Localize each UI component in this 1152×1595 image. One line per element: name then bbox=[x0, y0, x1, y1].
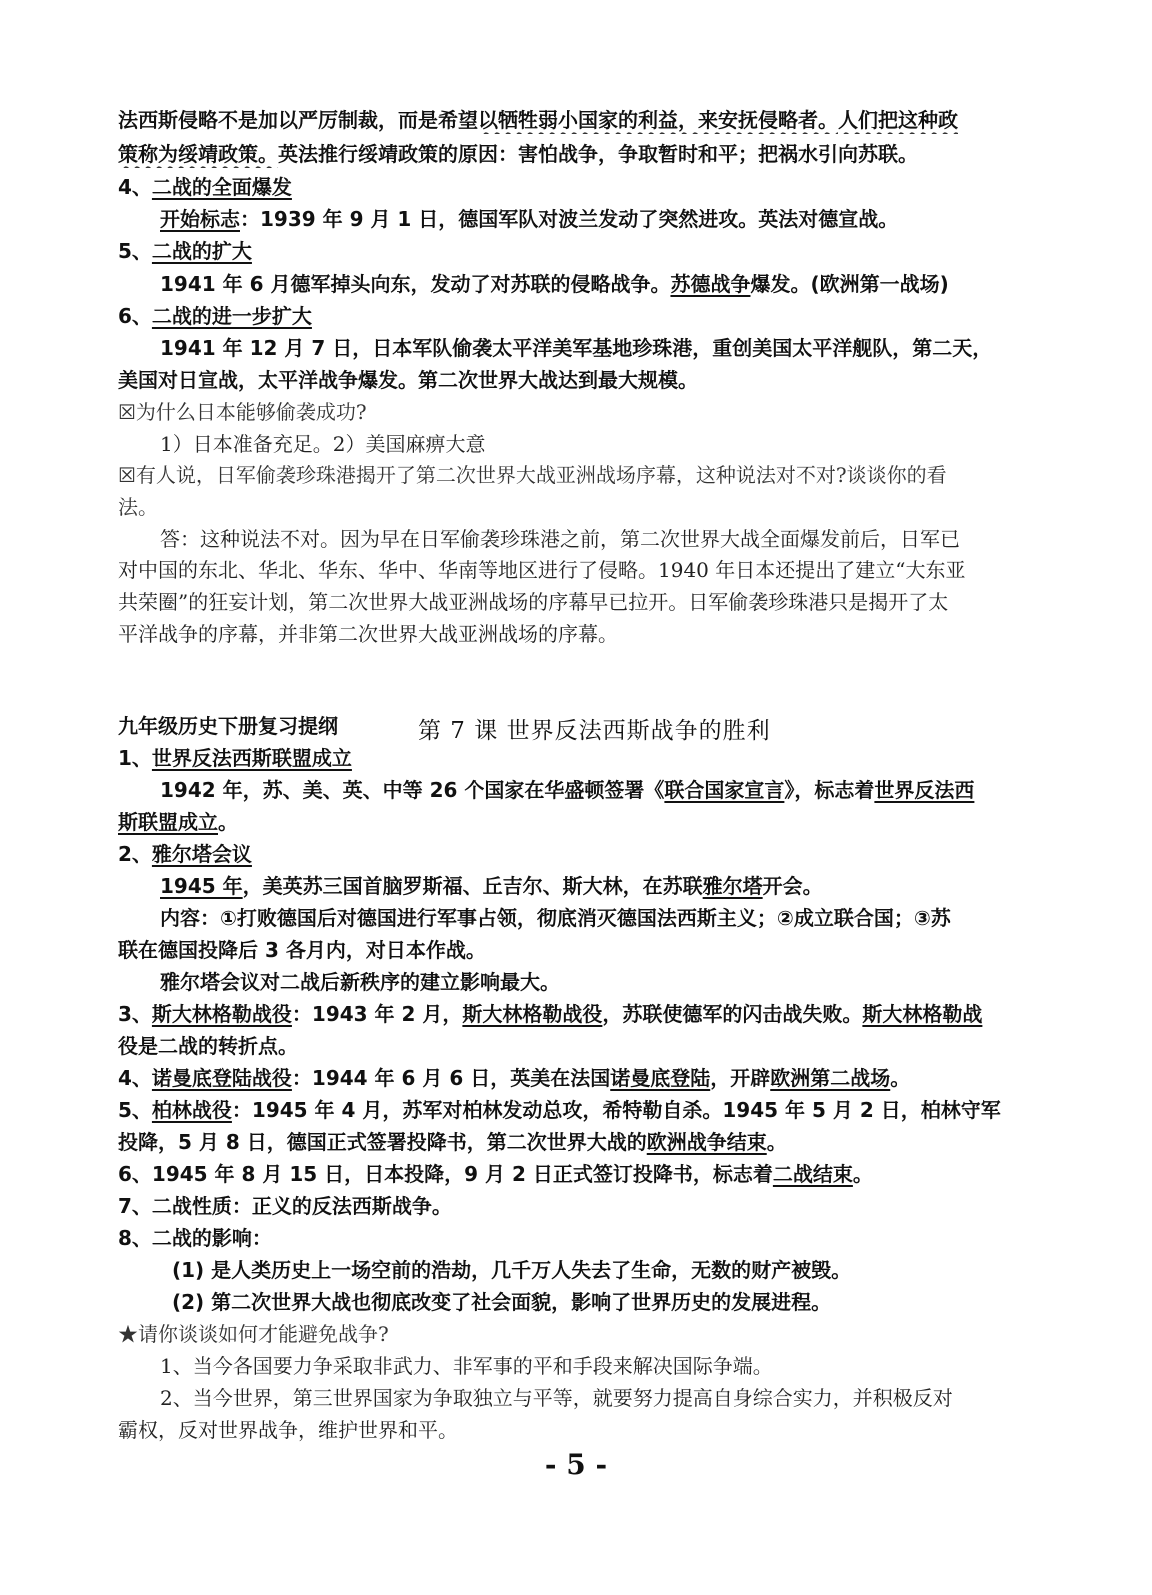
text-span: 法西斯侵略不是加以严厉制裁，而是希望 bbox=[118, 108, 478, 132]
text-span: 联合国家宣言 bbox=[664, 778, 785, 802]
question-text: 法。 bbox=[118, 495, 158, 521]
text-span: 斯大林格勒战役 bbox=[151, 1002, 292, 1026]
text-span: 》，标志着 bbox=[784, 778, 875, 802]
heading-text: 世界反法西斯联盟成立 bbox=[151, 746, 352, 770]
heading-number: 5、 bbox=[118, 239, 152, 263]
section-heading bbox=[118, 173, 1038, 201]
paragraph-line bbox=[118, 1000, 1038, 1028]
paragraph-line bbox=[160, 776, 1040, 804]
text-span: 柏林战役 bbox=[151, 1098, 232, 1122]
text-span: ，苏联使德军的闪击战失败。 bbox=[602, 1002, 863, 1026]
text-span: 策称为绥靖政策。 bbox=[118, 142, 278, 166]
text-span: 欧洲战争结束 bbox=[646, 1130, 767, 1154]
header-text: 九年级历史下册复习提纲 bbox=[118, 714, 338, 740]
text-span: 1945 年 bbox=[160, 874, 243, 898]
text-span: 1941 年 6 月德军掉头向东，发动了对苏联的侵略战争。 bbox=[160, 272, 671, 296]
text-span: 斯联盟成立 bbox=[118, 810, 218, 834]
text-span: 诺曼底登陆 bbox=[610, 1066, 711, 1090]
heading-text: 二战的进一步扩大 bbox=[151, 304, 312, 328]
text-span: ：1945 年 4 月，苏军对柏林发动总攻，希特勒自杀。 bbox=[231, 1098, 723, 1122]
paragraph-line: 美国对日宣战，太平洋战争爆发。第二次世界大战达到最大规模。 bbox=[118, 368, 698, 392]
question-text: ☒为什么日本能够偷袭成功? bbox=[118, 400, 367, 426]
question-line bbox=[118, 398, 1038, 426]
paragraph-line: 8、二战的影响： bbox=[118, 1226, 272, 1250]
answer-line: 对中国的东北、华北、华东、华中、华南等地区进行了侵略。1940 年日本还提出了建立“大东亚 bbox=[118, 558, 966, 582]
paragraph-line bbox=[118, 808, 1038, 836]
text-span: 。 bbox=[766, 1130, 787, 1154]
paragraph-line bbox=[118, 1064, 1038, 1092]
text-span: 苏德战争 bbox=[670, 272, 751, 296]
answer-line: 答：这种说法不对。因为早在日军偷袭珍珠港之前，第二次世界大战全面爆发前后，日军已 bbox=[160, 527, 960, 551]
text-span: 人们把这种政 bbox=[838, 108, 958, 132]
paragraph-line bbox=[160, 205, 1040, 233]
section-heading bbox=[118, 840, 1038, 868]
text-span: 投降，5 月 8 日，德国正式签署投降书， bbox=[118, 1130, 487, 1156]
text-span: ，标志着 bbox=[692, 1162, 773, 1186]
paragraph-line bbox=[118, 1096, 1038, 1124]
heading-number: 5、 bbox=[118, 1098, 152, 1122]
paragraph-line bbox=[118, 1160, 1038, 1188]
text-span: 雅尔塔 bbox=[702, 874, 763, 898]
question-text: ★请你谈谈如何才能避免战争? bbox=[118, 1322, 389, 1348]
text-span: 英法推行绥靖政策的原因：害怕战争，争取暂时和平；把祸水引向苏联。 bbox=[278, 142, 918, 166]
text-span: 。 bbox=[852, 1162, 873, 1186]
text-span: 爆发。(欧洲第一战场) bbox=[750, 272, 949, 296]
text-span: 诺曼底登陆战役 bbox=[151, 1066, 292, 1090]
question-text: ☒有人说，日军偷袭珍珠港揭开了第二次世界大战亚洲战场序幕，这种说法对不对?谈谈你的看 bbox=[118, 463, 947, 489]
text-span: ，开辟 bbox=[710, 1066, 771, 1090]
text-span: 1945 年 5 月 2 日，柏林守军 bbox=[722, 1098, 1000, 1124]
answer-line: 霸权，反对世界战争，维护世界和平。 bbox=[118, 1418, 458, 1442]
question-line bbox=[118, 493, 1038, 521]
text-span: 斯大林格勒战 bbox=[862, 1002, 983, 1026]
text-span: ：1944 年 6 月 6 日，英美在法国 bbox=[291, 1066, 611, 1090]
text-span: 雅尔塔会议对二战后新秩序的建立影响最大。 bbox=[160, 970, 560, 996]
answer-line: 平洋战争的序幕，并非第二次世界大战亚洲战场的序幕。 bbox=[118, 622, 618, 646]
text-span: ，美英苏三国首脑罗斯福、丘吉尔、斯大林，在苏联 bbox=[242, 874, 703, 898]
paragraph-line bbox=[118, 106, 1038, 134]
text-span: 第二次世界大战的 bbox=[486, 1130, 647, 1154]
text-span: ：1943 年 2 月， bbox=[291, 1002, 463, 1026]
text-span: 9 月 2 日正式签订投降书 bbox=[464, 1162, 693, 1188]
heading-text: 二战的扩大 bbox=[151, 239, 252, 263]
heading-number: 2、 bbox=[118, 842, 152, 866]
paragraph-line bbox=[118, 1128, 1038, 1156]
text-span: 役是二战的转折点。 bbox=[118, 1034, 298, 1060]
paragraph-line bbox=[160, 270, 1040, 298]
text-span: 1942 年，苏、美、英、中等 26 个国家在华盛顿签署《 bbox=[160, 778, 665, 802]
text-span: 。 bbox=[890, 1066, 911, 1090]
text-span: ：1939 年 9 月 1 日，德国军队对波兰发动了突然进攻。英法对德宣战。 bbox=[240, 207, 899, 231]
paragraph-line bbox=[160, 904, 1040, 932]
text-span: 开始标志 bbox=[160, 207, 240, 231]
outline-header bbox=[118, 712, 358, 740]
text-span: 二战结束 bbox=[772, 1162, 853, 1186]
text-span: 联在德国投降后 3 各月内，对日本作战。 bbox=[118, 938, 486, 964]
answer-line: 1）日本准备充足。2）美国麻痹大意 bbox=[160, 432, 486, 456]
answer-line: 共荣圈”的狂妄计划，第二次世界大战亚洲战场的序幕早已拉开。日军偷袭珍珠港只是揭开了太 bbox=[118, 590, 949, 614]
paragraph-line: 1941 年 12 月 7 日，日本军队偷袭太平洋美军基地珍珠港，重创美国太平洋舰队，第二天， bbox=[160, 336, 993, 360]
paragraph-line bbox=[118, 936, 1038, 964]
text-span: 内容： bbox=[160, 906, 220, 930]
heading-number: 4、 bbox=[118, 1066, 152, 1090]
heading-number: 6、 bbox=[118, 304, 152, 328]
text-span: 世界反法西 bbox=[874, 778, 975, 802]
question-line bbox=[118, 1320, 1038, 1348]
text-span: 开会。 bbox=[762, 874, 823, 898]
heading-number: 1、 bbox=[118, 746, 152, 770]
heading-number: 4、 bbox=[118, 175, 152, 199]
page-number: - 5 - bbox=[544, 1448, 608, 1481]
paragraph-line bbox=[160, 968, 1040, 996]
text-span: 斯大林格勒战役 bbox=[462, 1002, 603, 1026]
answer-line: 1、当今各国要力争采取非武力、非军事的平和手段来解决国际争端。 bbox=[160, 1354, 773, 1378]
heading-text: 二战的全面爆发 bbox=[151, 175, 292, 199]
paragraph-line: (2) 第二次世界大战也彻底改变了社会面貌，影响了世界历史的发展进程。 bbox=[172, 1290, 832, 1314]
lesson-title: 第 7 课 世界反法西斯战争的胜利 bbox=[418, 718, 771, 744]
paragraph-line: 7、二战性质：正义的反法西斯战争。 bbox=[118, 1194, 452, 1218]
heading-text: 雅尔塔会议 bbox=[151, 842, 252, 866]
paragraph-line bbox=[118, 1032, 1038, 1060]
answer-line: 2、当今世界，第三世界国家为争取独立与平等，就要努力提高自身综合实力，并积极反对 bbox=[160, 1386, 953, 1410]
section-heading bbox=[118, 237, 1038, 265]
paragraph-line bbox=[118, 140, 1038, 168]
text-span: 6、1945 年 8 月 15 日，日本投降， bbox=[118, 1162, 465, 1186]
text-span: 以牺牲弱小国家的利益，来安抚侵略者。 bbox=[478, 108, 838, 132]
text-span: 。 bbox=[218, 810, 238, 834]
paragraph-line bbox=[160, 872, 1040, 900]
section-heading bbox=[118, 302, 1038, 330]
section-heading bbox=[118, 744, 1038, 772]
question-line bbox=[118, 461, 1038, 489]
text-span: ①打败德国后对德国进行军事占领，彻底消灭德国法西斯主义；②成立联合国；③苏 bbox=[220, 906, 951, 932]
text-span: 欧洲第二战场 bbox=[770, 1066, 891, 1090]
heading-number: 3、 bbox=[118, 1002, 152, 1026]
paragraph-line: (1) 是人类历史上一场空前的浩劫，几千万人失去了生命，无数的财产被毁。 bbox=[172, 1258, 852, 1282]
